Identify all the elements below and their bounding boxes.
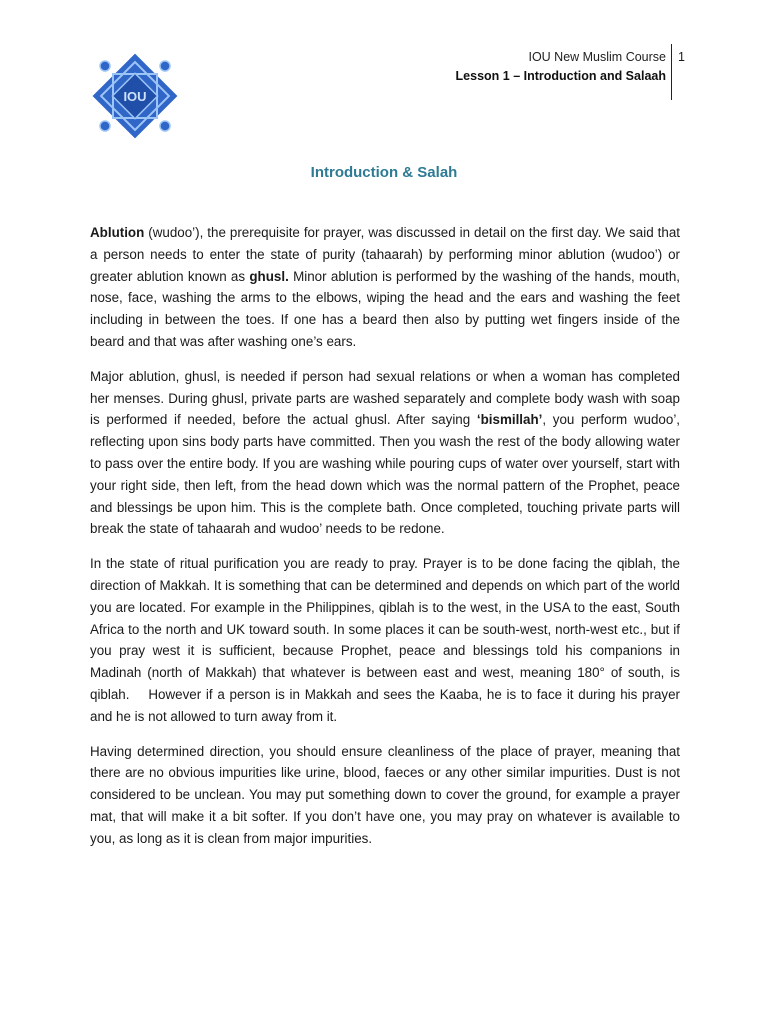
document-header: [456, 48, 666, 86]
term-bismillah: ‘bismillah’: [476, 412, 543, 428]
term-ghusl: ghusl.: [249, 268, 289, 284]
page-title: Introduction & Salah: [310, 164, 458, 181]
paragraph-ablution: [90, 222, 680, 353]
header-divider: [671, 44, 672, 100]
document-body: [90, 222, 684, 863]
paragraph-text: Minor ablution is performed by the washing of the hands, mouth, nose, face, washing the arms to the elbows, wiping the head and the ears and washing the feet including in between the toes. If one has a beard then also by putting wet fingers inside of the beard and that was after washing one’s ears.: [90, 268, 680, 349]
logo-corner-loop: [160, 121, 170, 131]
logo-corner-loop: [160, 61, 170, 71]
lesson-title: Lesson 1 – Introduction and Salaah: [455, 69, 666, 83]
paragraph-text: (wudoo’), the prerequisite for prayer, was discussed in detail on the first day. We said that a person needs to enter the state of purity (tahaarah) by performing minor ablution (wudoo’) or greater ablution known as: [90, 225, 680, 284]
term-ablution: Ablution: [90, 225, 145, 240]
course-name: IOU New Muslim Course: [528, 50, 666, 64]
paragraph-qiblah: In the state of ritual purification you are ready to pray. Prayer is to be done facing the qiblah, the direction of Makkah. It is something that can be determined and depends on which part of the world you are located. For example in the Philippines, qiblah is to the west, in the USA to the east, South Africa to the north and UK toward south. In some places it can be south-west, north-west etc., but if you pray west it is sufficient, because Prophet, peace and blessings told his companions in Madinah (north of Makkah) that whatever is between east and west, meaning 180° of south, is qiblah. However if a person is in Makkah and sees the Kaaba, he is to face it during his prayer and he is not allowed to turn away from it.: [90, 556, 684, 724]
page-number: 1: [678, 50, 685, 64]
paragraph-text: , you perform wudoo’, reflecting upon sins body parts have committed. Then you wash the rest of the body allowing water to pass over the entire body. If you are washing while pouring cups of water over yourself, start with your right side, then left, from the head down which was the normal pattern of the Prophet, peace and blessings be upon him. This is the complete bath. Once completed, touching private parts will break the state of tahaarah and wudoo’ needs to be redone.: [90, 412, 681, 537]
paragraph-major-ablution: [90, 366, 680, 540]
logo-corner-loop: [100, 121, 110, 131]
paragraph-text: Major ablution, ghusl, is needed if person had sexual relations or when a woman has completed her menses. During ghusl, private parts are washed separately and complete body wash with soap is performed if needed, before the actual ghusl. After saying: [90, 368, 680, 428]
logo-corner-loop: [100, 61, 110, 71]
iou-logo-mark: [90, 50, 180, 142]
logo-text: IOU: [123, 89, 147, 104]
paragraph-cleanliness: Having determined direction, you should ensure cleanliness of the place of prayer, meaning that there are no obvious impurities like urine, blood, faeces or any other similar impurities. Dust is not considered to be unclean. You may put something down to cover the ground, for example a prayer mat, that will make it a bit softer. If you don’t have one, you may pray on whatever is available to you, as long as it is clean from major impurities.: [90, 743, 680, 846]
iou-logo: [90, 50, 180, 142]
